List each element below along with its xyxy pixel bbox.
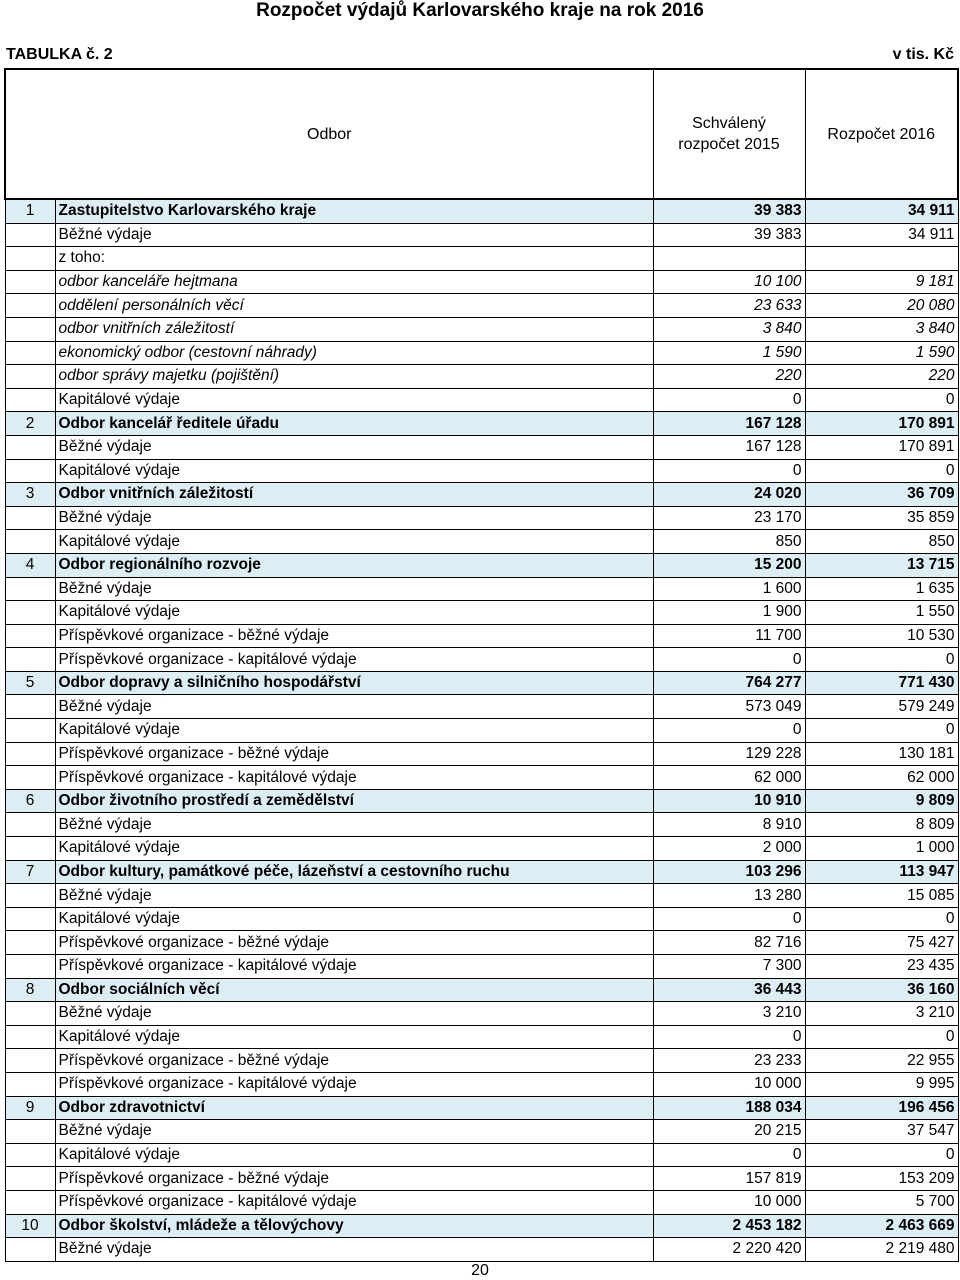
unit-label: v tis. Kč [892,46,954,63]
table-row [5,223,958,247]
table-row [5,341,958,365]
value-2016-cell: 35 859 [805,506,958,530]
value-2015-cell: 10 100 [653,270,805,294]
value-2015-cell: 0 [653,907,805,931]
value-2015-cell: 850 [653,530,805,554]
table-row [5,506,958,530]
category-row [5,483,958,507]
table-row [5,247,958,271]
table-row [5,1002,958,1026]
value-2015-cell: 0 [653,1143,805,1167]
value-2016-cell: 23 435 [805,955,958,979]
value-2015-cell: 0 [653,388,805,412]
row-label-cell: Příspěvkové organizace - běžné výdaje [55,742,653,766]
value-2015-cell: 10 000 [653,1072,805,1096]
value-2016-cell: 0 [805,648,958,672]
value-2016-cell: 130 181 [805,742,958,766]
value-2015-cell: 220 [653,365,805,389]
value-2016-cell: 9 181 [805,270,958,294]
row-label-cell: Běžné výdaje [55,577,653,601]
row-label-cell: Odbor kultury, památkové péče, lázeňství a cestovního ruchu [55,860,653,884]
header-odbor: Odbor [5,69,653,199]
row-label-cell: Kapitálové výdaje [55,530,653,554]
row-number-cell [5,624,55,648]
table-row [5,1238,958,1262]
table-row [5,1072,958,1096]
value-2016-cell: 9 995 [805,1072,958,1096]
value-2015-cell: 23 170 [653,506,805,530]
row-number-cell [5,742,55,766]
row-number-cell [5,459,55,483]
row-label-cell: Kapitálové výdaje [55,1025,653,1049]
table-row [5,766,958,790]
value-2015-cell: 82 716 [653,931,805,955]
value-2015-cell: 764 277 [653,671,805,695]
row-number-cell [5,884,55,908]
table-row [5,459,958,483]
value-2015-cell: 573 049 [653,695,805,719]
row-number-cell: 1 [5,199,55,223]
row-number-cell: 6 [5,789,55,813]
value-2016-cell: 8 809 [805,813,958,837]
value-2016-cell: 15 085 [805,884,958,908]
value-2016-cell: 113 947 [805,860,958,884]
row-label-cell: Kapitálové výdaje [55,1143,653,1167]
value-2015-cell: 1 590 [653,341,805,365]
table-row [5,365,958,389]
row-label-cell: Příspěvkové organizace - běžné výdaje [55,1049,653,1073]
table-header [5,69,958,199]
table-row [5,837,958,861]
row-label-cell: Běžné výdaje [55,1238,653,1262]
row-label-cell: ekonomický odbor (cestovní náhrady) [55,341,653,365]
value-2015-cell: 157 819 [653,1167,805,1191]
value-2016-cell: 3 840 [805,317,958,341]
table-row [5,1120,958,1144]
value-2016-cell: 34 911 [805,223,958,247]
value-2016-cell: 13 715 [805,553,958,577]
value-2016-cell: 5 700 [805,1190,958,1214]
value-2015-cell: 23 233 [653,1049,805,1073]
table-row [5,1143,958,1167]
row-label-cell: Běžné výdaje [55,813,653,837]
value-2015-cell: 0 [653,1025,805,1049]
value-2015-cell: 24 020 [653,483,805,507]
row-label-cell: Příspěvkové organizace - kapitálové výdaje [55,1072,653,1096]
value-2016-cell: 196 456 [805,1096,958,1120]
value-2015-cell: 2 453 182 [653,1214,805,1238]
value-2016-cell: 75 427 [805,931,958,955]
value-2015-cell: 1 900 [653,601,805,625]
table-row [5,317,958,341]
table-row [5,577,958,601]
row-number-cell [5,294,55,318]
value-2016-cell: 2 463 669 [805,1214,958,1238]
row-number-cell [5,1190,55,1214]
table-row [5,1049,958,1073]
value-2016-cell: 36 160 [805,978,958,1002]
value-2015-cell: 10 910 [653,789,805,813]
value-2015-cell: 188 034 [653,1096,805,1120]
category-row [5,1214,958,1238]
row-label-cell: Odbor sociálních věcí [55,978,653,1002]
value-2015-cell: 23 633 [653,294,805,318]
row-label-cell: Běžné výdaje [55,223,653,247]
row-label-cell: Zastupitelstvo Karlovarského kraje [55,199,653,223]
row-label-cell: Kapitálové výdaje [55,907,653,931]
value-2015-cell: 0 [653,648,805,672]
row-label-cell: Odbor dopravy a silničního hospodářství [55,671,653,695]
table-label: TABULKA č. 2 [6,46,113,63]
value-2016-cell: 0 [805,719,958,743]
header-budget-2016: Rozpočet 2016 [805,69,958,199]
value-2015-cell: 62 000 [653,766,805,790]
value-2015-cell: 11 700 [653,624,805,648]
page-title: Rozpočet výdajů Karlovarského kraje na rok 2016 [256,0,704,21]
category-row [5,553,958,577]
table-row [5,601,958,625]
value-2016-cell: 34 911 [805,199,958,223]
table-row [5,719,958,743]
value-2015-cell: 7 300 [653,955,805,979]
value-2015-cell: 39 383 [653,223,805,247]
row-number-cell [5,1167,55,1191]
row-number-cell [5,1143,55,1167]
table-row [5,884,958,908]
row-label-cell: Běžné výdaje [55,884,653,908]
row-number-cell [5,1120,55,1144]
budget-table [4,68,959,1262]
table-row [5,388,958,412]
table-row [5,1025,958,1049]
row-number-cell: 5 [5,671,55,695]
value-2016-cell: 0 [805,1143,958,1167]
row-number-cell: 10 [5,1214,55,1238]
row-number-cell: 3 [5,483,55,507]
table-row [5,435,958,459]
row-number-cell: 8 [5,978,55,1002]
table-row [5,695,958,719]
row-label-cell: odbor kanceláře hejtmana [55,270,653,294]
row-label-cell: Běžné výdaje [55,695,653,719]
row-label-cell: Odbor regionálního rozvoje [55,553,653,577]
row-number-cell [5,506,55,530]
row-number-cell: 4 [5,553,55,577]
row-label-cell: Kapitálové výdaje [55,388,653,412]
row-label-cell: Kapitálové výdaje [55,719,653,743]
row-label-cell: Odbor životního prostředí a zemědělství [55,789,653,813]
row-number-cell [5,1002,55,1026]
value-2016-cell: 1 635 [805,577,958,601]
row-label-cell: Odbor kancelář ředitele úřadu [55,412,653,436]
value-2015-cell: 20 215 [653,1120,805,1144]
value-2015-cell: 167 128 [653,412,805,436]
row-number-cell [5,341,55,365]
row-label-cell: Odbor vnitřních záležitostí [55,483,653,507]
value-2016-cell [805,247,958,271]
value-2015-cell: 167 128 [653,435,805,459]
category-row [5,671,958,695]
table-row [5,270,958,294]
value-2016-cell: 170 891 [805,435,958,459]
row-number-cell [5,648,55,672]
header-approved-2015-line1: Schválený [692,115,766,132]
header-approved-2015 [653,69,805,199]
category-row [5,789,958,813]
table-row [5,1190,958,1214]
value-2015-cell: 1 600 [653,577,805,601]
row-label-cell: Běžné výdaje [55,435,653,459]
row-label-cell: oddělení personálních věcí [55,294,653,318]
value-2015-cell: 8 910 [653,813,805,837]
row-number-cell [5,1025,55,1049]
row-number-cell [5,601,55,625]
row-number-cell [5,365,55,389]
value-2015-cell: 129 228 [653,742,805,766]
value-2015-cell: 36 443 [653,978,805,1002]
value-2015-cell: 0 [653,459,805,483]
row-label-cell: Příspěvkové organizace - běžné výdaje [55,931,653,955]
value-2016-cell: 1 590 [805,341,958,365]
value-2016-cell: 2 219 480 [805,1238,958,1262]
row-label-cell: Příspěvkové organizace - kapitálové výdaje [55,766,653,790]
row-number-cell [5,223,55,247]
value-2016-cell: 220 [805,365,958,389]
value-2016-cell: 1 550 [805,601,958,625]
value-2015-cell: 13 280 [653,884,805,908]
row-number-cell: 7 [5,860,55,884]
row-label-cell: odbor vnitřních záležitostí [55,317,653,341]
value-2016-cell: 3 210 [805,1002,958,1026]
row-label-cell: Příspěvkové organizace - kapitálové výdaje [55,648,653,672]
row-number-cell [5,270,55,294]
value-2016-cell: 771 430 [805,671,958,695]
value-2015-cell: 3 210 [653,1002,805,1026]
row-label-cell: Příspěvkové organizace - běžné výdaje [55,1167,653,1191]
table-row [5,530,958,554]
value-2016-cell: 170 891 [805,412,958,436]
value-2016-cell: 0 [805,459,958,483]
row-label-cell: Běžné výdaje [55,1120,653,1144]
value-2016-cell: 37 547 [805,1120,958,1144]
row-label-cell: odbor správy majetku (pojištění) [55,365,653,389]
value-2015-cell: 3 840 [653,317,805,341]
value-2015-cell: 2 000 [653,837,805,861]
value-2016-cell: 579 249 [805,695,958,719]
table-row [5,294,958,318]
row-number-cell [5,530,55,554]
value-2016-cell: 10 530 [805,624,958,648]
category-row [5,412,958,436]
value-2016-cell: 0 [805,907,958,931]
row-label-cell: Běžné výdaje [55,506,653,530]
row-label-cell: Kapitálové výdaje [55,601,653,625]
row-number-cell [5,719,55,743]
row-number-cell [5,435,55,459]
row-number-cell [5,955,55,979]
value-2016-cell: 20 080 [805,294,958,318]
row-label-cell: z toho: [55,247,653,271]
value-2015-cell: 10 000 [653,1190,805,1214]
row-label-cell: Příspěvkové organizace - kapitálové výdaje [55,1190,653,1214]
table-body [5,199,958,1261]
row-number-cell [5,1049,55,1073]
row-label-cell: Odbor školství, mládeže a tělovýchovy [55,1214,653,1238]
value-2016-cell: 36 709 [805,483,958,507]
row-label-cell: Příspěvkové organizace - kapitálové výdaje [55,955,653,979]
table-row [5,624,958,648]
row-number-cell [5,813,55,837]
value-2015-cell: 39 383 [653,199,805,223]
row-label-cell: Běžné výdaje [55,1002,653,1026]
value-2016-cell: 0 [805,388,958,412]
value-2016-cell: 62 000 [805,766,958,790]
row-number-cell [5,766,55,790]
value-2015-cell: 0 [653,719,805,743]
value-2016-cell: 0 [805,1025,958,1049]
row-label-cell: Kapitálové výdaje [55,837,653,861]
row-number-cell [5,247,55,271]
table-row [5,1167,958,1191]
category-row [5,978,958,1002]
row-label-cell: Příspěvkové organizace - běžné výdaje [55,624,653,648]
category-row [5,199,958,223]
row-number-cell [5,317,55,341]
value-2015-cell [653,247,805,271]
category-row [5,1096,958,1120]
table-row [5,648,958,672]
table-row [5,931,958,955]
table-row [5,955,958,979]
value-2016-cell: 1 000 [805,837,958,861]
table-row [5,907,958,931]
row-number-cell [5,1238,55,1262]
row-number-cell [5,388,55,412]
value-2015-cell: 15 200 [653,553,805,577]
row-number-cell [5,931,55,955]
row-number-cell [5,1072,55,1096]
category-row [5,860,958,884]
row-number-cell: 9 [5,1096,55,1120]
value-2016-cell: 153 209 [805,1167,958,1191]
table-row [5,813,958,837]
row-number-cell [5,837,55,861]
row-label-cell: Kapitálové výdaje [55,459,653,483]
value-2015-cell: 2 220 420 [653,1238,805,1262]
row-number-cell [5,577,55,601]
row-number-cell [5,907,55,931]
row-label-cell: Odbor zdravotnictví [55,1096,653,1120]
value-2016-cell: 850 [805,530,958,554]
value-2016-cell: 9 809 [805,789,958,813]
row-number-cell [5,695,55,719]
value-2016-cell: 22 955 [805,1049,958,1073]
header-approved-2015-line2: rozpočet 2015 [678,136,780,153]
page-number: 20 [471,1262,489,1279]
row-number-cell: 2 [5,412,55,436]
table-row [5,742,958,766]
value-2015-cell: 103 296 [653,860,805,884]
